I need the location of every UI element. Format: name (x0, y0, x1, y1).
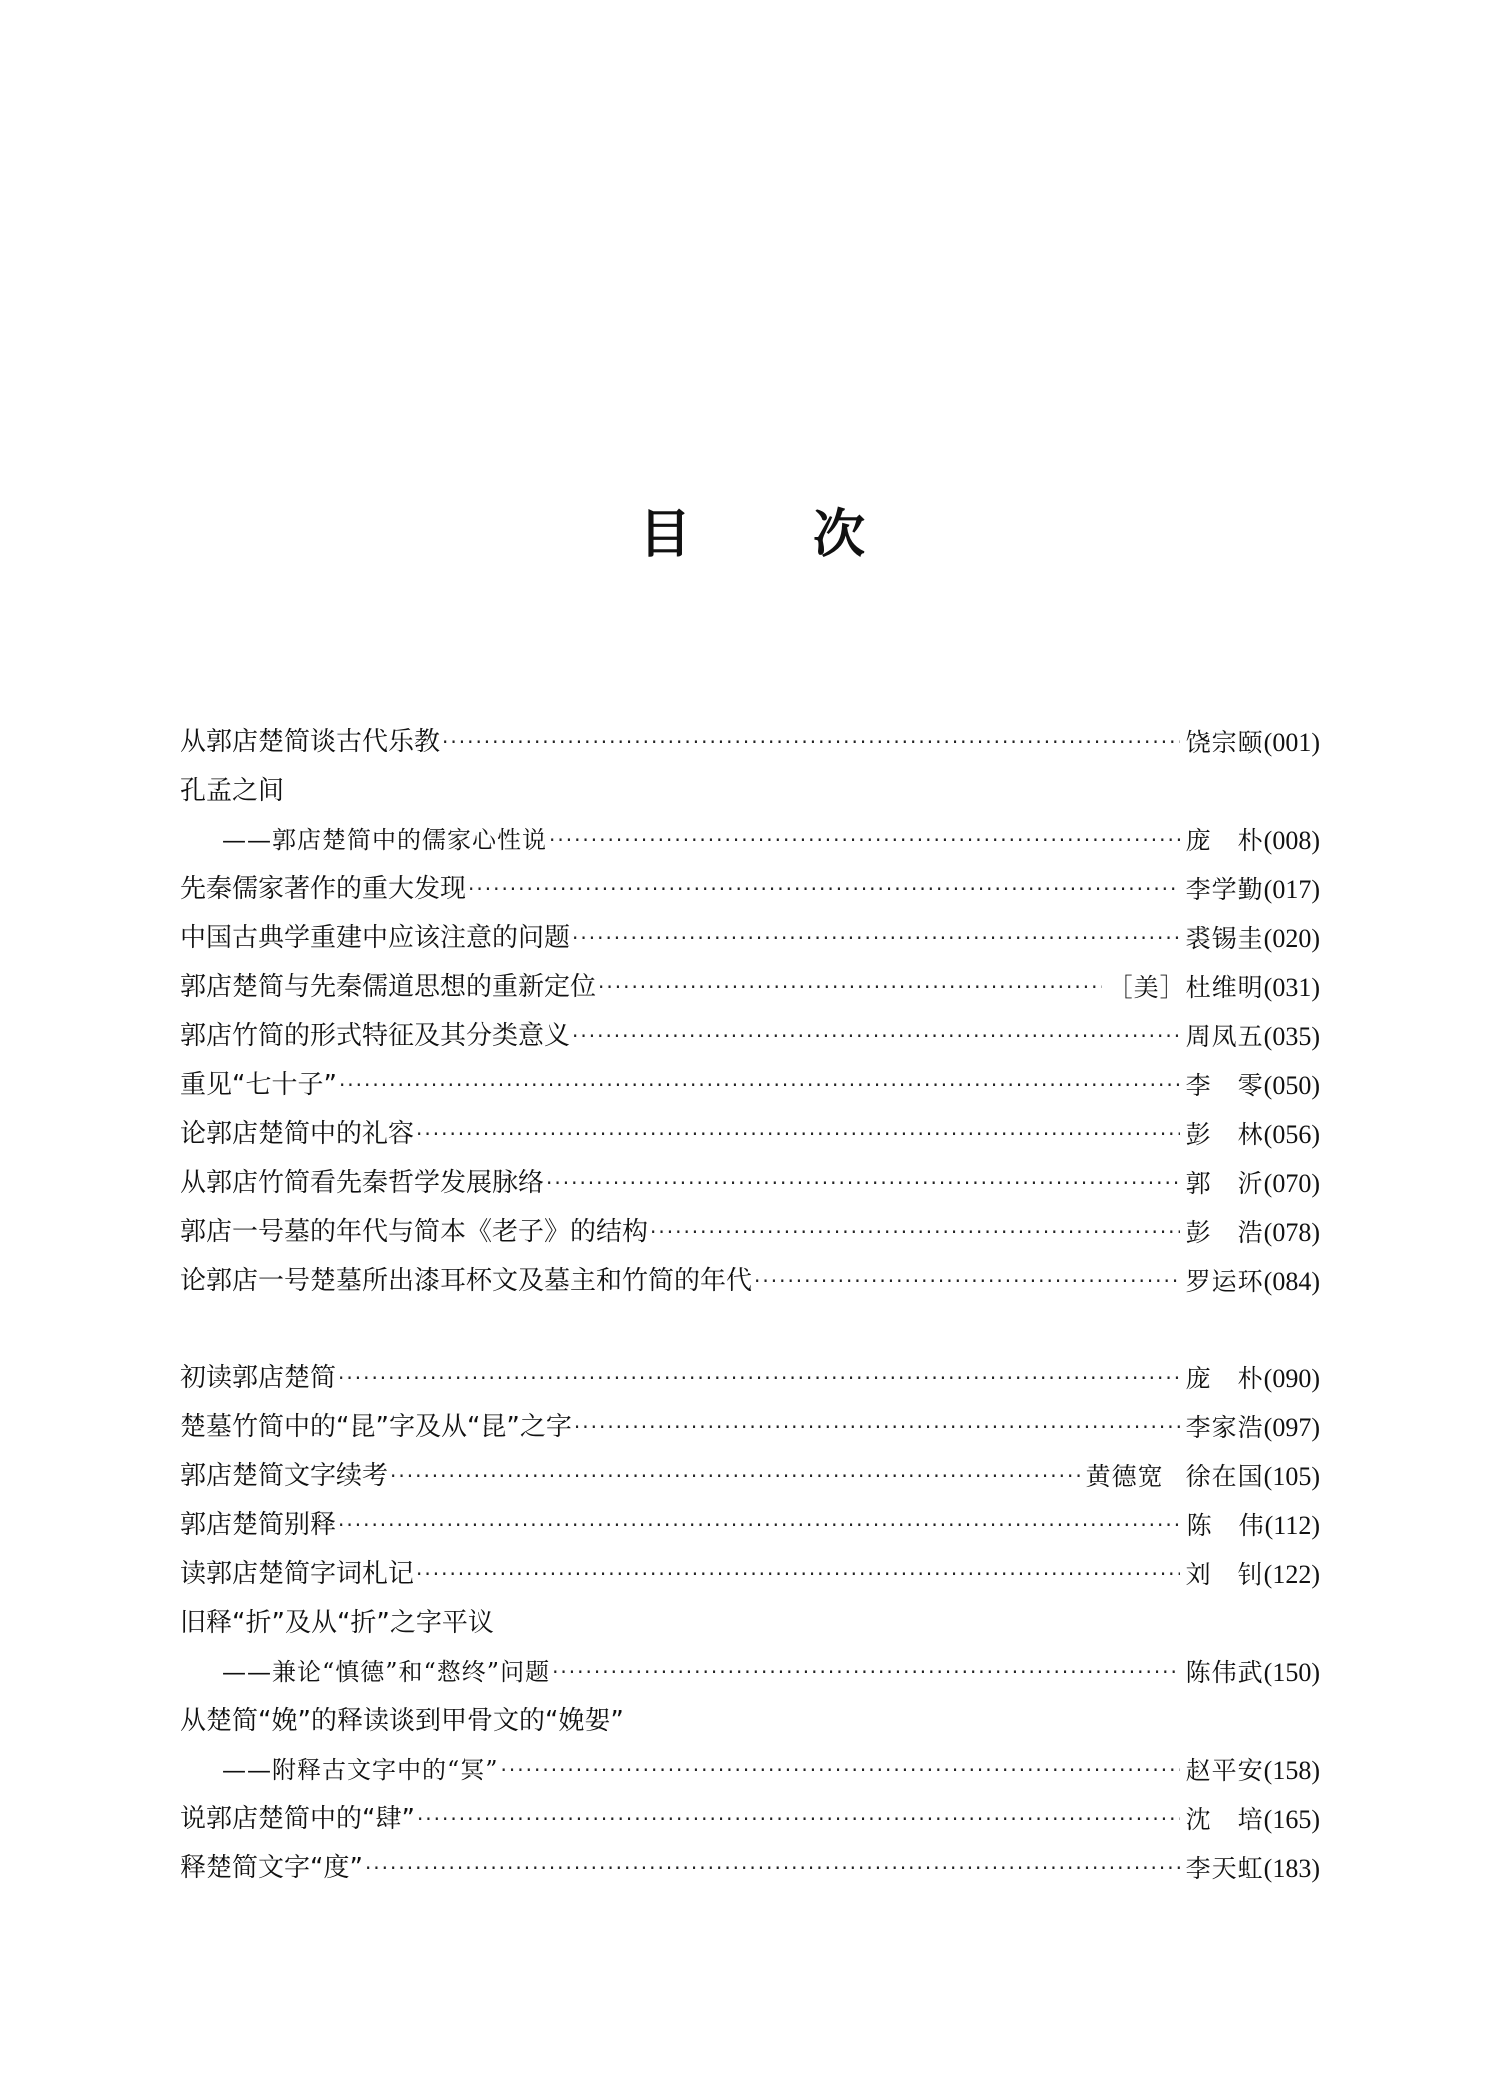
dot-leader (390, 1452, 1080, 1501)
entry-author: 黄德宽 (1085, 1462, 1164, 1491)
entry-author: 李 零 (1185, 1071, 1264, 1100)
dot-leader (468, 865, 1180, 914)
toc-entry[interactable] (180, 1110, 1320, 1159)
entry-page-number: (020) (1263, 924, 1320, 953)
entry-title: 从郭店楚简谈古代乐教 (180, 727, 441, 757)
toc-entry[interactable] (180, 1599, 1320, 1697)
dot-leader (546, 1159, 1180, 1208)
entry-page-number: (112) (1264, 1511, 1320, 1540)
entry-title: 释楚简文字“度” (180, 1853, 363, 1883)
entry-title: 郭店楚简别释 (180, 1510, 337, 1540)
entry-page-number: (122) (1263, 1560, 1320, 1589)
entry-title: 郭店楚简与先秦儒道思想的重新定位 (180, 972, 597, 1002)
toc-entry[interactable] (180, 1354, 1320, 1403)
entry-page-number: (097) (1263, 1413, 1320, 1442)
dot-leader (416, 1550, 1180, 1599)
dot-leader (338, 1501, 1181, 1550)
toc-entry[interactable] (180, 1061, 1320, 1110)
toc-group-1 (180, 718, 1320, 1306)
dot-leader (650, 1208, 1180, 1257)
dot-leader (549, 816, 1180, 865)
toc-entry[interactable] (180, 1795, 1320, 1844)
entry-title: 先秦儒家著作的重大发现 (180, 874, 467, 904)
entry-page-number: (050) (1263, 1071, 1320, 1100)
entry-author: 李天虹 (1185, 1854, 1264, 1883)
entry-page-number: (105) (1263, 1462, 1320, 1491)
toc-entry[interactable] (180, 1012, 1320, 1061)
entry-subtitle: ——郭店楚简中的儒家心性说 (222, 826, 547, 854)
entry-title: 论郭店楚简中的礼容 (180, 1119, 415, 1149)
entry-author: 徐在国 (1185, 1462, 1264, 1491)
entry-title: 郭店竹简的形式特征及其分类意义 (180, 1021, 571, 1051)
entry-page-number: (165) (1263, 1805, 1320, 1834)
entry-page-number: (084) (1263, 1267, 1320, 1296)
entry-page-number: (008) (1263, 826, 1320, 855)
entry-author: 赵平安 (1185, 1756, 1264, 1785)
dot-leader (338, 1354, 1180, 1403)
toc-entry[interactable] (180, 1697, 1320, 1795)
entry-page-number: (031) (1263, 973, 1320, 1002)
dot-leader (574, 1403, 1180, 1452)
entry-subtitle: ——兼论“慎德”和“慦终”问题 (222, 1658, 551, 1686)
entry-author: 李学勤 (1185, 875, 1264, 904)
dot-leader (572, 1012, 1180, 1061)
entry-author: 陈 伟 (1186, 1511, 1265, 1540)
dot-leader (501, 1746, 1180, 1795)
entry-author: 刘 钊 (1185, 1560, 1264, 1589)
entry-title: 中国古典学重建中应该注意的问题 (180, 923, 571, 953)
entry-page-number: (017) (1263, 875, 1320, 904)
dot-leader (417, 1795, 1180, 1844)
dot-leader (552, 1648, 1180, 1697)
toc-entry[interactable] (180, 914, 1320, 963)
entry-title: 说郭店楚简中的“肆” (180, 1804, 415, 1834)
entry-author: 郭 沂 (1185, 1169, 1264, 1198)
entry-author: 彭 林 (1185, 1120, 1264, 1149)
entry-page-number: (035) (1263, 1022, 1320, 1051)
entry-author: 庞 朴 (1185, 1364, 1264, 1393)
entry-page-number: (150) (1263, 1658, 1320, 1687)
entry-page-number: (001) (1263, 728, 1320, 757)
toc-entry[interactable] (180, 1550, 1320, 1599)
page-title: 目 次 (638, 504, 918, 565)
dot-leader (754, 1257, 1180, 1306)
dot-leader (442, 718, 1180, 767)
entry-title: 读郭店楚简字词札记 (180, 1559, 415, 1589)
toc-entry[interactable] (180, 1159, 1320, 1208)
entry-page-number: (158) (1263, 1756, 1320, 1785)
entry-title: 初读郭店楚简 (180, 1363, 337, 1393)
entry-author: 周凤五 (1185, 1022, 1264, 1051)
entry-title: 郭店楚简文字续考 (180, 1461, 389, 1491)
dot-leader (339, 1061, 1180, 1110)
entry-page-number: (056) (1263, 1120, 1320, 1149)
toc-entry[interactable] (180, 1403, 1320, 1452)
dot-leader (572, 914, 1180, 963)
entry-title: 从楚简“娩”的释读谈到甲骨文的“娩妿” (180, 1706, 624, 1736)
entry-page-number: (183) (1263, 1854, 1320, 1883)
toc-entry[interactable] (180, 865, 1320, 914)
entry-author: 庞 朴 (1185, 826, 1264, 855)
toc-entry[interactable] (180, 767, 1320, 865)
entry-title: 从郭店竹简看先秦哲学发展脉络 (180, 1168, 545, 1198)
entry-author: 饶宗颐 (1185, 728, 1264, 757)
toc-group-2 (180, 1354, 1320, 1893)
entry-author: 沈 培 (1185, 1805, 1264, 1834)
entry-title: 孔孟之间 (180, 776, 285, 806)
entry-author: 陈伟武 (1185, 1658, 1264, 1687)
dot-leader (416, 1110, 1180, 1159)
toc-entry[interactable] (180, 718, 1320, 767)
entry-title: 郭店一号墓的年代与简本《老子》的结构 (180, 1217, 649, 1247)
entry-title: 楚墓竹简中的“昆”字及从“昆”之字 (180, 1412, 572, 1442)
entry-page-number: (090) (1263, 1364, 1320, 1393)
toc-entry[interactable] (180, 1844, 1320, 1893)
entry-author: 裘锡圭 (1185, 924, 1264, 953)
entry-author: 彭 浩 (1185, 1218, 1264, 1247)
toc-entry[interactable] (180, 1208, 1320, 1257)
toc-entry[interactable] (180, 1452, 1320, 1501)
toc-entry[interactable] (180, 1257, 1320, 1306)
dot-leader (365, 1844, 1180, 1893)
toc-entry[interactable] (180, 963, 1320, 1012)
entry-title: 旧释“折”及从“折”之字平议 (180, 1608, 494, 1638)
entry-author: ［美］杜维明 (1107, 973, 1264, 1002)
entry-title: 重见“七十子” (180, 1070, 337, 1100)
table-of-contents (180, 718, 1320, 1893)
entry-author: 李家浩 (1185, 1413, 1264, 1442)
dot-leader (598, 963, 1102, 1012)
entry-page-number: (078) (1263, 1218, 1320, 1247)
entry-author: 罗运环 (1185, 1267, 1264, 1296)
entry-page-number: (070) (1263, 1169, 1320, 1198)
entry-subtitle: ——附释古文字中的“冥” (222, 1756, 499, 1784)
toc-entry[interactable] (180, 1501, 1320, 1550)
entry-title: 论郭店一号楚墓所出漆耳杯文及墓主和竹简的年代 (180, 1266, 753, 1296)
